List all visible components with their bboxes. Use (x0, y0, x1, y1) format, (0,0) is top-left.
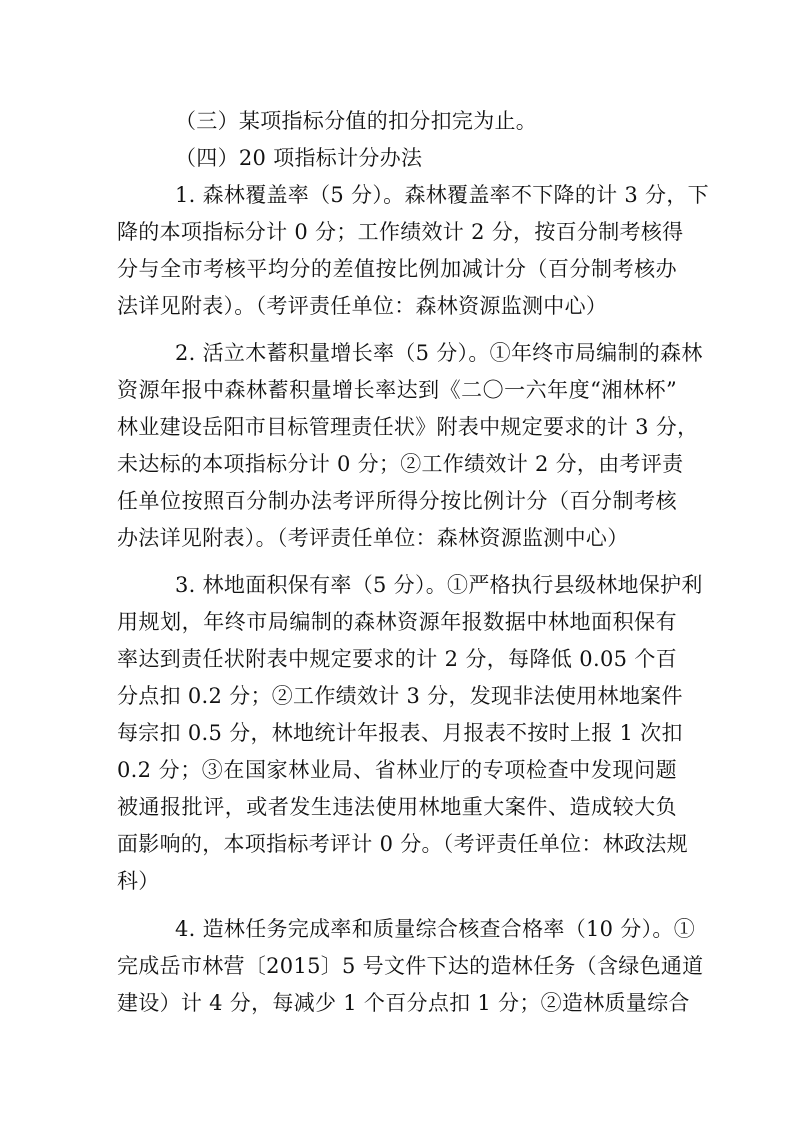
text-line: （四）20 项指标计分办法 (175, 146, 423, 170)
text-line: 面影响的，本项指标考评计 0 分。（考评责任单位：林政法规 (117, 832, 688, 856)
text-line: 任单位按照百分制办法考评所得分按比例计分（百分制考核 (117, 489, 677, 513)
text-line: 未达标的本项指标分计 0 分；②工作绩效计 2 分，由考评责 (117, 452, 684, 476)
text-line: 分点扣 0.2 分；②工作绩效计 3 分，发现非法使用林地案件 (117, 684, 683, 708)
text-line: 2. 活立木蓄积量增长率（5 分）。①年终市局编制的森林 (175, 341, 703, 365)
text-line: 1. 森林覆盖率（5 分）。森林覆盖率不下降的计 3 分，下 (175, 183, 709, 207)
text-line: 4. 造林任务完成率和质量综合核查合格率（10 分）。① (175, 917, 696, 941)
text-line: 率达到责任状附表中规定要求的计 2 分，每降低 0.05 个百 (117, 647, 677, 671)
text-line: 科） (117, 869, 160, 893)
text-line: 办法详见附表）。（考评责任单位：森林资源监测中心） (117, 526, 629, 550)
text-line: 完成岳市林营〔2015〕5 号文件下达的造林任务（含绿色通道 (117, 954, 704, 978)
text-line: （三）某项指标分值的扣分扣完为止。 (175, 109, 538, 133)
text-line: 被通报批评，或者发生违法使用林地重大案件、造成较大负 (117, 795, 677, 819)
text-line: 用规划，年终市局编制的森林资源年报数据中林地面积保有 (117, 610, 677, 634)
text-line: 分与全市考核平均分的差值按比例加减计分（百分制考核办 (117, 257, 677, 281)
text-line: 法详见附表）。（考评责任单位：森林资源监测中心） (117, 294, 608, 318)
text-line: 资源年报中森林蓄积量增长率达到《二〇一六年度“湘林杯” (117, 378, 677, 402)
text-line: 降的本项指标分计 0 分；工作绩效计 2 分，按百分制考核得 (117, 220, 684, 244)
text-line: 3. 林地面积保有率（5 分）。①严格执行县级林地保护利 (175, 573, 703, 597)
text-line: 建设）计 4 分，每减少 1 个百分点扣 1 分；②造林质量综合 (117, 991, 690, 1015)
text-line: 林业建设岳阳市目标管理责任状》附表中规定要求的计 3 分， (117, 415, 699, 439)
text-line: 0.2 分；③在国家林业局、省林业厅的专项检查中发现问题 (117, 758, 677, 782)
text-line: 每宗扣 0.5 分，林地统计年报表、月报表不按时上报 1 次扣 (117, 721, 683, 745)
